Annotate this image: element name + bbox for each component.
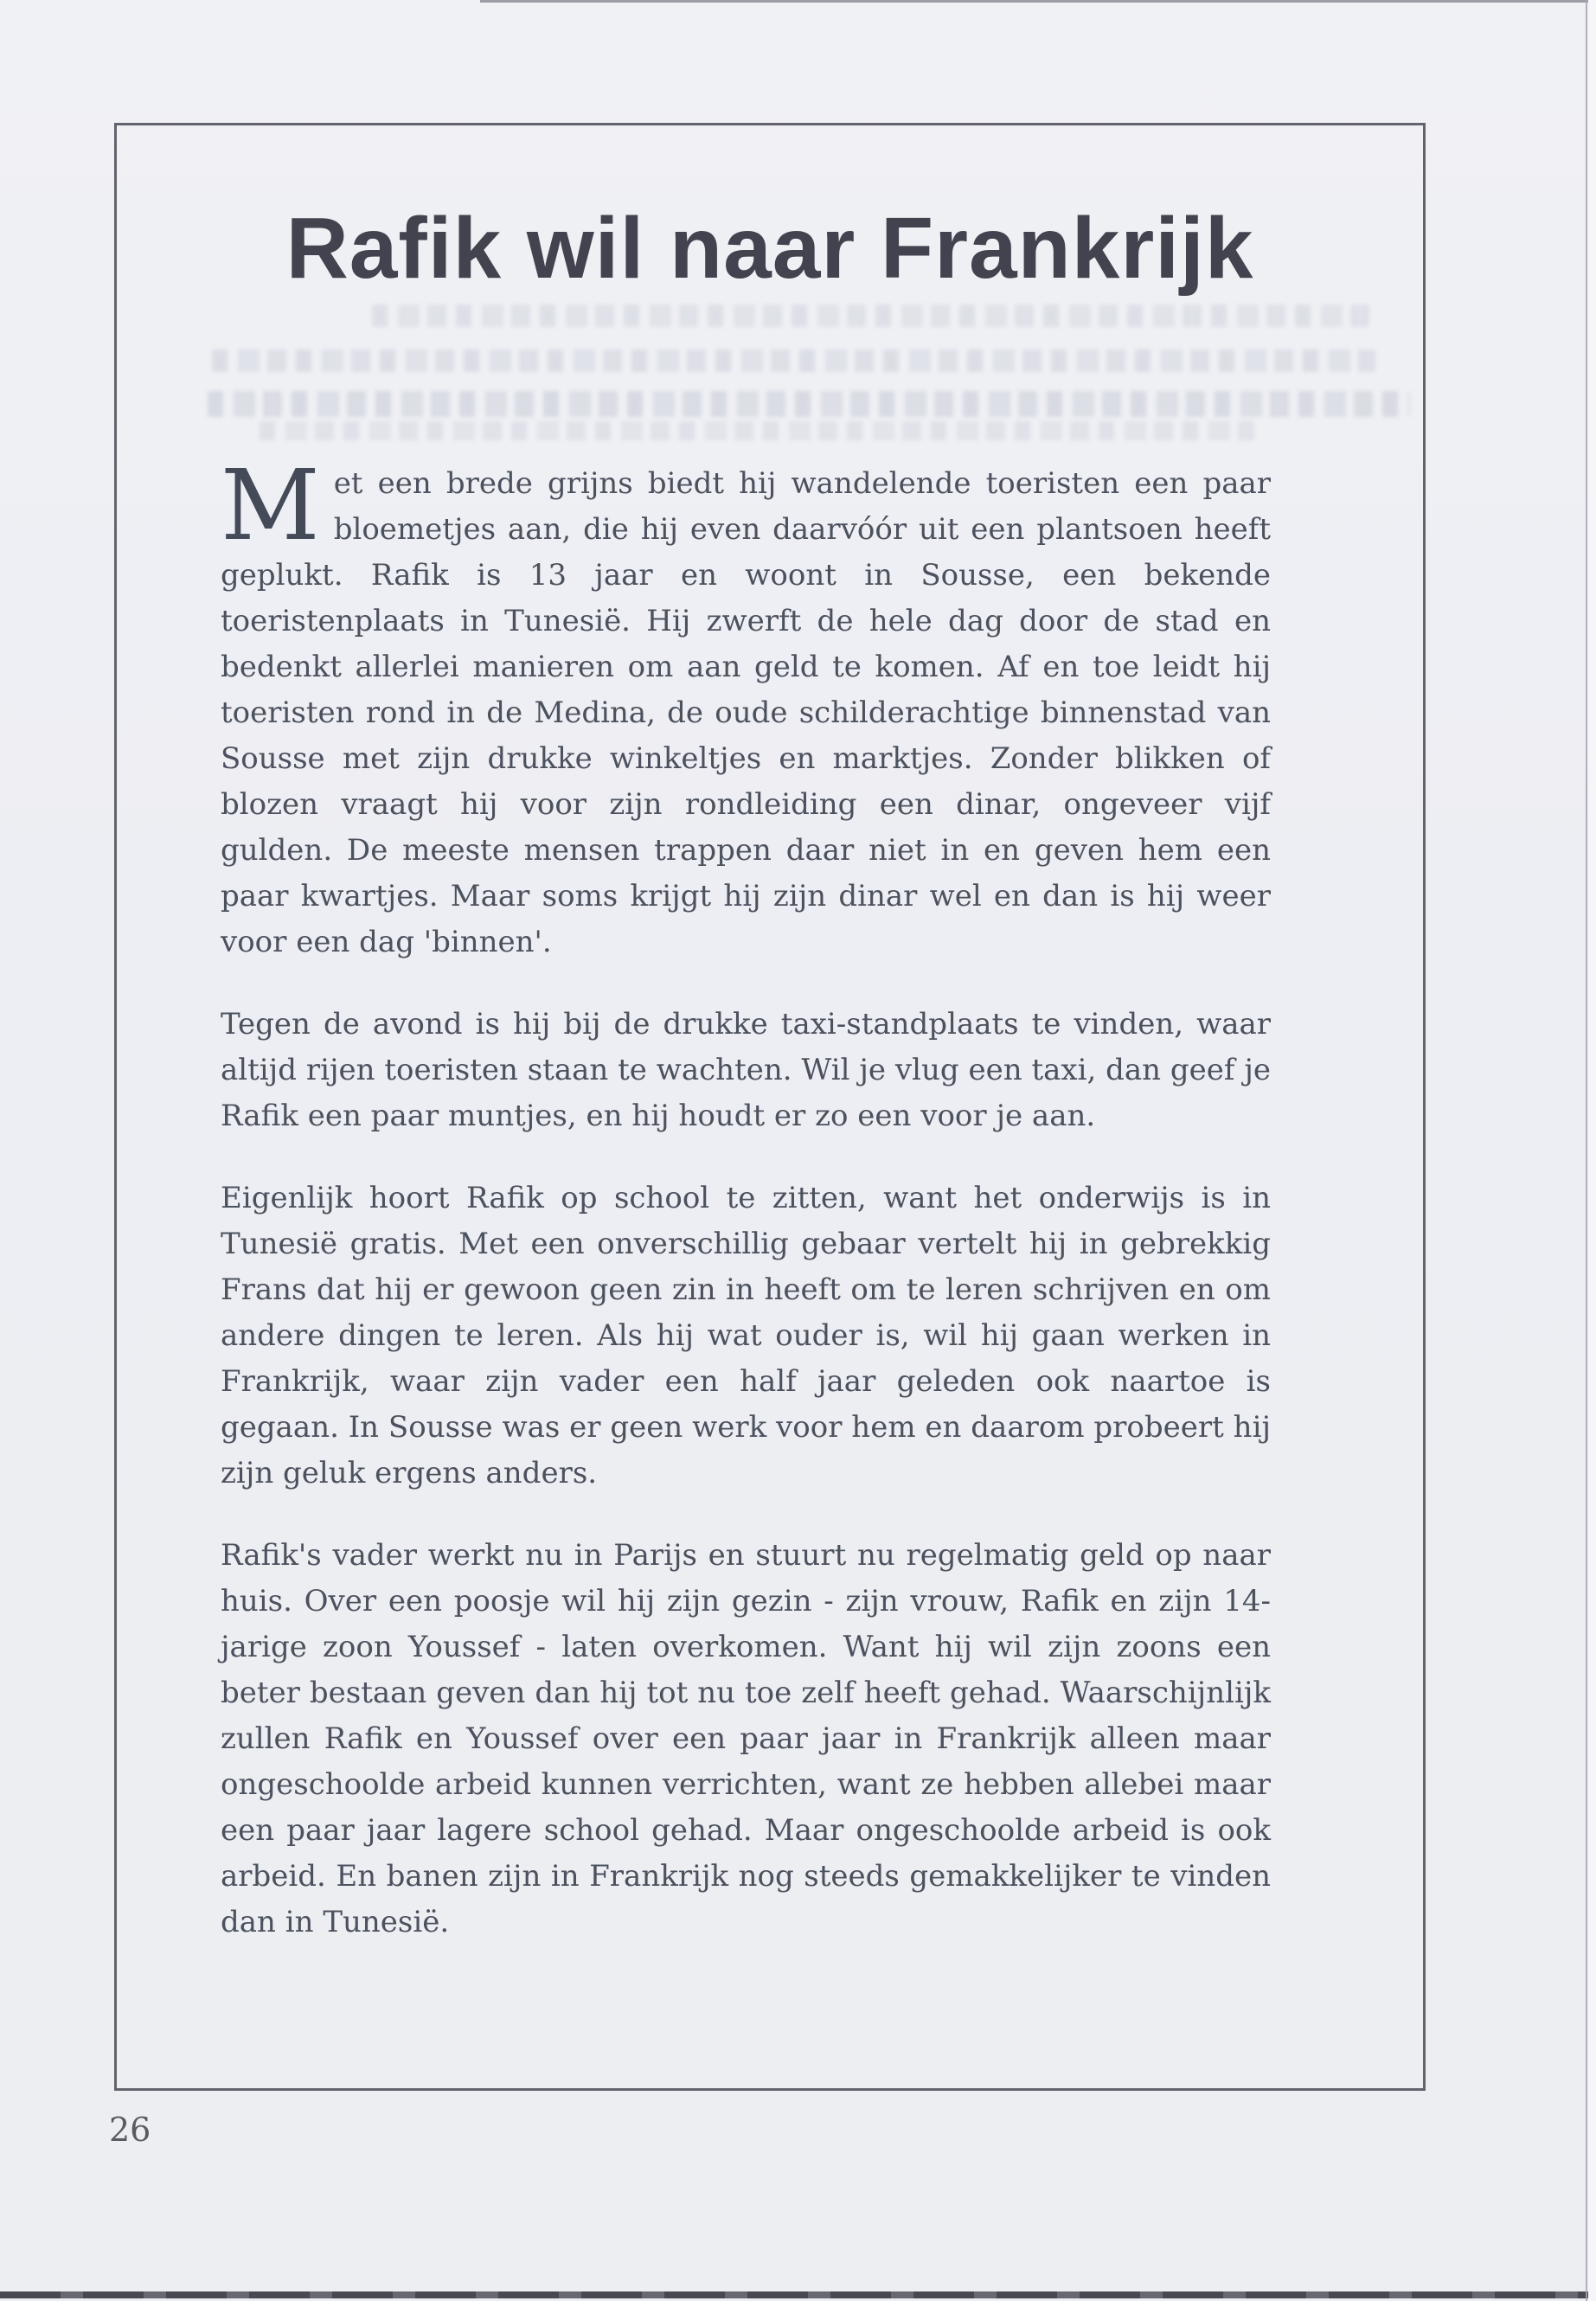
paragraph: Eigenlijk hoort Rafik op school te zitten, want het onderwijs is in Tunesië gratis. Met een onverschillig gebaar vertelt hij in gebrekkig Frans dat hij er gewoon geen zin in heeft om te leren schrijven en om andere dingen te leren. Als hij wat ouder is, wil hij gaan werken in Frankrijk, waar zijn vader een half jaar geleden ook naartoe is gegaan. In Sousse was er geen werk voor hem en daarom probeert hij zijn geluk ergens anders. [221,1181,1271,1490]
page-number: 26 [109,2111,151,2149]
scan-edge-bottom [0,2291,1596,2298]
scan-edge-top [480,0,1596,3]
scan-edge-right-strip [1588,0,1596,2301]
paragraph: Tegen de avond is hij bij de drukke taxi-standplaats te vinden, waar altijd rijen toeristen staan te wachten. Wil je vlug een taxi, dan geef je Rafik een paar muntjes, en hij houdt er zo een voor je aan. [221,1007,1271,1133]
article-frame [114,123,1426,2091]
article-body [221,450,1271,1945]
drop-cap: M [221,450,320,562]
article-title: Rafik wil naar Frankrijk [285,200,1254,297]
paragraph: Rafik's vader werkt nu in Parijs en stuurt nu regelmatig geld op naar huis. Over een poosje wil hij zijn gezin - zijn vrouw, Rafik en zijn 14-jarige zoon Youssef - laten overkomen. Want hij wil zijn zoons een beter bestaan geven dan hij tot nu toe zelf heeft gehad. Waarschijnlijk zullen Rafik en Youssef over een paar jaar in Frankrijk alleen maar ongeschoolde arbeid kunnen verrichten, want ze hebben allebei maar een paar jaar lagere school gehad. Maar ongeschoolde arbeid is ook arbeid. En banen zijn in Frankrijk nog steeds gemakkelijker te vinden dan in Tunesië. [221,1538,1271,1939]
scan-edge-right-line [1586,0,1587,2301]
paragraph [221,450,1271,965]
paragraph-text: et een brede grijns biedt hij wandelende toeristen een paar bloemetjes aan, die hij even daarvóór uit een plantsoen heeft geplukt. Rafik is 13 jaar en woont in Sousse, een bekende toeristenplaats in Tunesië. Hij zwerft de hele dag door de stad en bedenkt allerlei manieren om aan geld te komen. Af en toe leidt hij toeristen rond in de Medina, de oude schilderachtige binnenstad van Sousse met zijn drukke winkeltjes en marktjes. Zonder blikken of blozen vraagt hij voor zijn rondleiding een dinar, ongeveer vijf gulden. De meeste mensen trappen daar niet in en geven hem een paar kwartjes. Maar soms krijgt hij zijn dinar wel en dan is hij weer voor een dag 'binnen'. [221,466,1271,959]
